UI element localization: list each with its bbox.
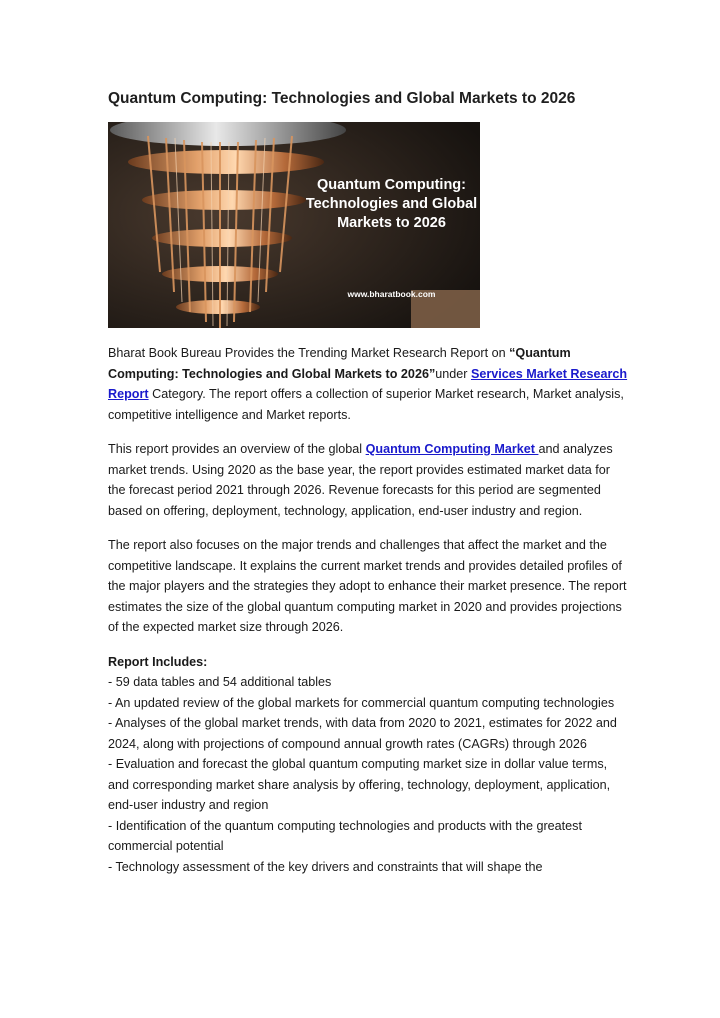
overview-paragraph <box>108 439 628 521</box>
hero-headline-line-1: Quantum Computing: <box>316 177 466 193</box>
list-item: - 59 data tables and 54 additional tables <box>108 675 332 689</box>
list-item: - Technology assessment of the key drivers and constraints that will shape the <box>108 859 543 874</box>
report-includes-section <box>108 652 628 878</box>
hero-headline-line-2: Technologies and Global <box>305 196 478 212</box>
intro-prefix: Bharat Book Bureau Provides the Trending Market Research Report on <box>108 346 510 360</box>
quantum-computing-market-link[interactable]: Quantum Computing Market <box>365 442 539 456</box>
hero-headline-line-3: Markets to 2026 <box>337 215 446 231</box>
list-item: - Analyses of the global market trends, with data from 2020 to 2021, estimates for 2022 and 2024, along with projections of compound annual growth rates (CAGRs) through 2026 <box>108 716 617 751</box>
services-market-research-report-link[interactable]: Services Market Research Report <box>108 366 628 401</box>
overview-prefix: This report provides an overview of the global <box>108 442 366 456</box>
list-item: - Evaluation and forecast the global quantum computing market size in dollar value terms, and corresponding market share analysis by offering, technology, deployment, application, end-user industry and region <box>108 757 611 812</box>
focus-paragraph: The report also focuses on the major trends and challenges that affect the market and the competitive landscape. It explains the current market trends and provides detailed profiles of the major players and the strategies they adopt to enhance their market presence. The report estimates the size of the global quantum computing market in 2020 and provides projections of the expected market size through 2026. <box>108 538 627 634</box>
page-title: Quantum Computing: Technologies and Global Markets to 2026 <box>108 90 576 107</box>
intro-paragraph <box>108 343 628 425</box>
list-item: - An updated review of the global markets for commercial quantum computing technologies <box>108 695 615 710</box>
report-includes-heading: Report Includes: <box>108 654 208 669</box>
report-name: “Quantum Computing: Technologies and Global Markets to 2026” <box>108 346 571 381</box>
list-item: - Identification of the quantum computing technologies and products with the greatest commercial potential <box>108 818 582 853</box>
document-body <box>108 343 628 877</box>
overview-suffix: and analyzes market trends. Using 2020 as the base year, the report provides estimated market data for the forecast period 2021 through 2026. Revenue forecasts for this period are segmented based on offering, deployment, technology, application, end-user industry and region. <box>108 442 613 518</box>
hero-headline <box>303 176 480 233</box>
hero-url: www.bharatbook.com <box>347 289 436 299</box>
intro-suffix: Category. The report offers a collection of superior Market research, Market analysis, competitive intelligence and Market reports. <box>108 387 624 422</box>
intro-under: under <box>435 366 471 381</box>
